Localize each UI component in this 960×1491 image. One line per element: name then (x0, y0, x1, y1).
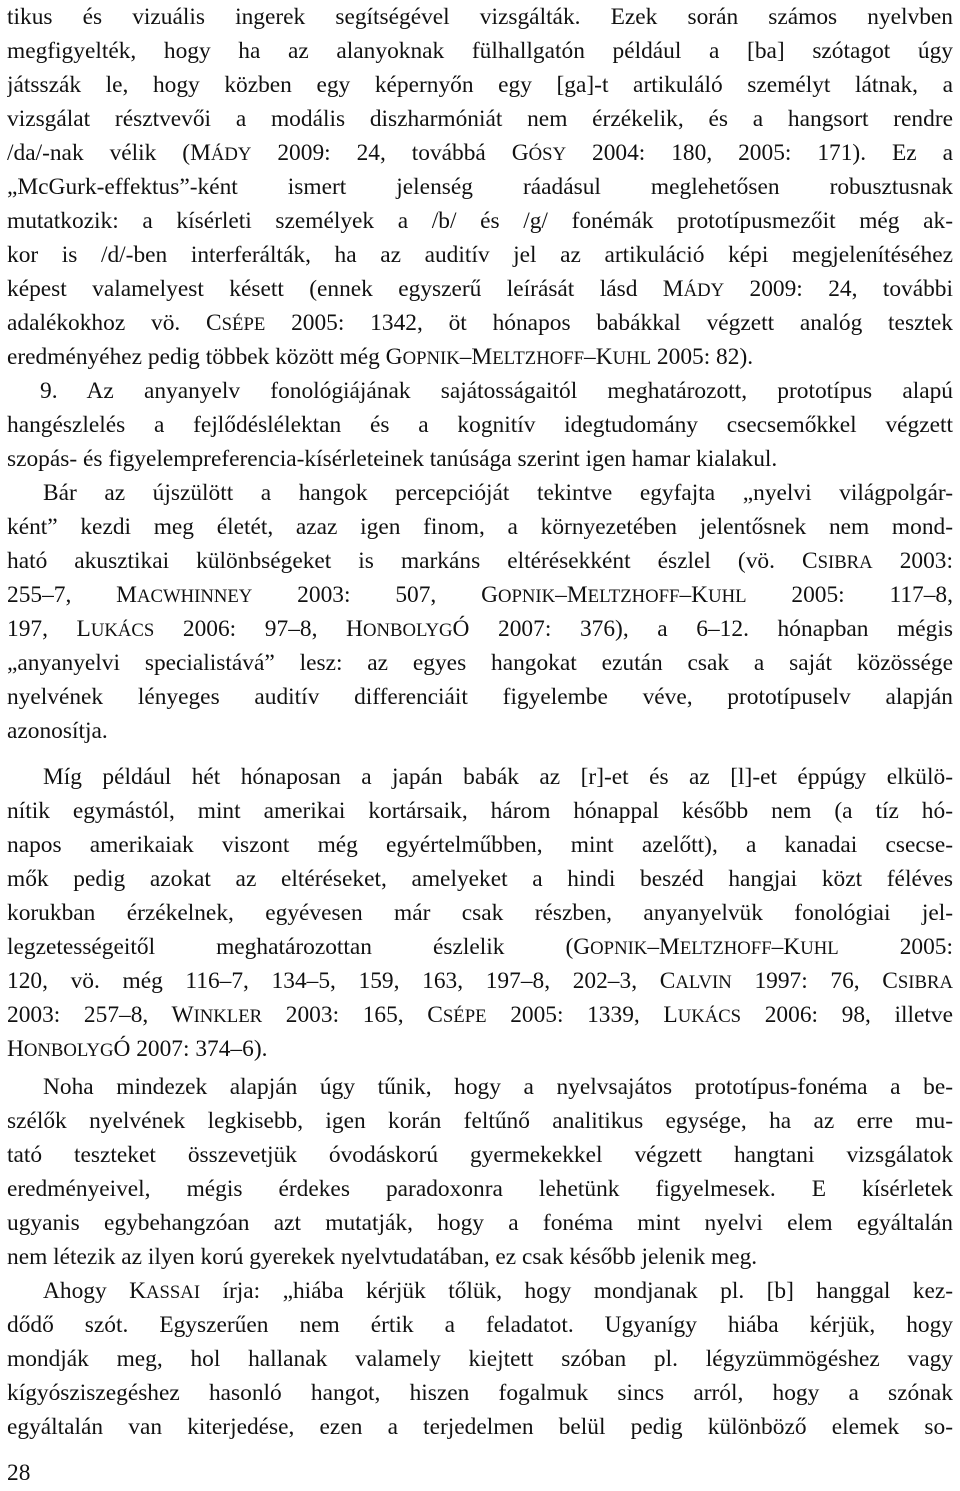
text-line: „McGurk-effektus”-ként ismert jelenség ráadásul meglehetősen robusztusnak (7, 174, 953, 200)
text-line: vizsgálat résztvevői a modális diszharmóniát nem érzékelik, és a hangsort rendre (7, 106, 953, 132)
text-line: megfigyelték, hogy ha az alanyoknak fülhallgatón például a [ba] szótagot úgy (7, 38, 953, 64)
text-line: képest valamelyest késett (ennek egyszerű leírását lásd MÁDY 2009: 24, további (7, 276, 953, 302)
text-line: szélők nyelvének legkisebb, igen korán feltűnő analitikus egysége, ha az erre mu- (7, 1108, 953, 1134)
text-line: /da/-nak vélik (MÁDY 2009: 24, továbbá GÓSY 2004: 180, 2005: 171). Ez a (7, 140, 953, 166)
text-line: 255–7, MACWHINNEY 2003: 507, GOPNIK–MELTZHOFF–KUHL 2005: 117–8, (7, 582, 953, 608)
text-line: eredményeivel, mégis érdekes paradoxonra lehetünk figyelmesek. E kísérletek (7, 1176, 953, 1202)
paragraph-first-line: Bár az újszülött a hangok percepcióját tekintve egyfajta „nyelvi világpolgár- (43, 480, 953, 506)
text-line: tikus és vizuális ingerek segítségével vizsgálták. Ezek során számos nyelvben (7, 4, 953, 30)
paragraph-first-line: Ahogy KASSAI írja: „hiába kérjük tőlük, hogy mondjanak pl. [b] hanggal kez- (43, 1278, 953, 1304)
text-line: nyelvének lényeges auditív differenciáit figyelembe véve, prototípuselv alapján (7, 684, 953, 710)
paragraph-first-line: Noha mindezek alapján úgy tűnik, hogy a nyelvsajátos prototípus-fonéma a be- (43, 1074, 953, 1100)
text-line: nítik egymástól, mint amerikai kortársaik, három hónappal később nem (a tíz hó- (7, 798, 953, 824)
page-number: 28 (7, 1460, 31, 1486)
text-line: mondják meg, hol hallanak valamely kiejtett szóban pl. légyzümmögéshez vagy (7, 1346, 953, 1372)
text-line: szopás- és figyelempreferencia-kísérleteinek tanúsága szerint igen hamar kialakul. (7, 446, 778, 472)
text-line: 120, vö. még 116–7, 134–5, 159, 163, 197–8, 202–3, CALVIN 1997: 76, CSIBRA (7, 968, 953, 994)
text-line: dődő szót. Egyszerűen nem értik a feladatot. Ugyanígy hiába kérjük, hogy (7, 1312, 953, 1338)
text-line: kor is /d/-ben interferálták, ha az auditív jel az artikuláció képi megjelenítéséhez (7, 242, 953, 268)
text-line: játsszák le, hogy közben egy képernyőn egy [ga]-t artikuláló személyt látnak, a (7, 72, 953, 98)
text-line: nem létezik az ilyen korú gyerekek nyelvtudatában, ez csak később jelenik meg. (7, 1244, 758, 1270)
text-line: legzetességeitől meghatározottan észlelik (GOPNIK–MELTZHOFF–KUHL 2005: (7, 934, 953, 960)
text-line: 2003: 257–8, WINKLER 2003: 165, CSÉPE 2005: 1339, LUKÁCS 2006: 98, illetve (7, 1002, 953, 1028)
text-line: hangészlelés a fejlődéslélektan és a kognitív idegtudomány csecsemőkkel végzett (7, 412, 953, 438)
text-line: ugyanis egybehangzóan azt mutatják, hogy a fonéma mint nyelvi elem egyáltalán (7, 1210, 953, 1236)
text-line: eredményéhez pedig többek között még GOPNIK–MELTZHOFF–KUHL 2005: 82). (7, 344, 754, 370)
text-line: kígyósziszegéshez hasonló hangot, hiszen fogalmuk sincs arról, hogy a szónak (7, 1380, 953, 1406)
text-line: egyáltalán van kiterjedése, ezen a terjedelmen belül pedig különböző elemek so- (7, 1414, 953, 1440)
text-line: tató teszteket összevetjük óvodáskorú gyermekekkel végzett hangtani vizsgálatok (7, 1142, 953, 1168)
text-line: mutatkozik: a kísérleti személyek a /b/ és /g/ fonémák prototípusmezőit még ak- (7, 208, 953, 234)
text-line: 197, LUKÁCS 2006: 97–8, HONBOLYGÓ 2007: 376), a 6–12. hónapban mégis (7, 616, 953, 642)
text-line: azonosítja. (7, 718, 108, 744)
section-9-first-line: 9. Az anyanyelv fonológiájának sajátosságaitól meghatározott, prototípus alapú (40, 378, 953, 404)
text-line: HONBOLYGÓ 2007: 374–6). (7, 1036, 268, 1062)
text-line: ható akusztikai különbségeket is markáns eltérésekként észlel (vö. CSIBRA 2003: (7, 548, 953, 574)
text-line: mők pedig azokat az eltéréseket, amelyeket a hindi beszéd hangjai közt féléves (7, 866, 953, 892)
text-line: adalékokhoz vö. CSÉPE 2005: 1342, öt hónapos babákkal végzett analóg tesztek (7, 310, 953, 336)
text-line: ként” kezdi meg életét, azaz igen finom, a környezetében jelentősnek nem mond- (7, 514, 953, 540)
text-line: korukban érzékelnek, egyévesen már csak részben, anyanyelvük fonológiai jel- (7, 900, 953, 926)
text-line: „anyanyelvi specialistává” lesz: az egyes hangokat ezután csak a saját közössége (7, 650, 953, 676)
text-line: napos amerikaiak viszont még egyértelműbben, mint azelőtt), a kanadai csecse- (7, 832, 953, 858)
paragraph-first-line: Míg például hét hónaposan a japán babák az [r]-et és az [l]-et éppúgy elkülö- (43, 764, 953, 790)
